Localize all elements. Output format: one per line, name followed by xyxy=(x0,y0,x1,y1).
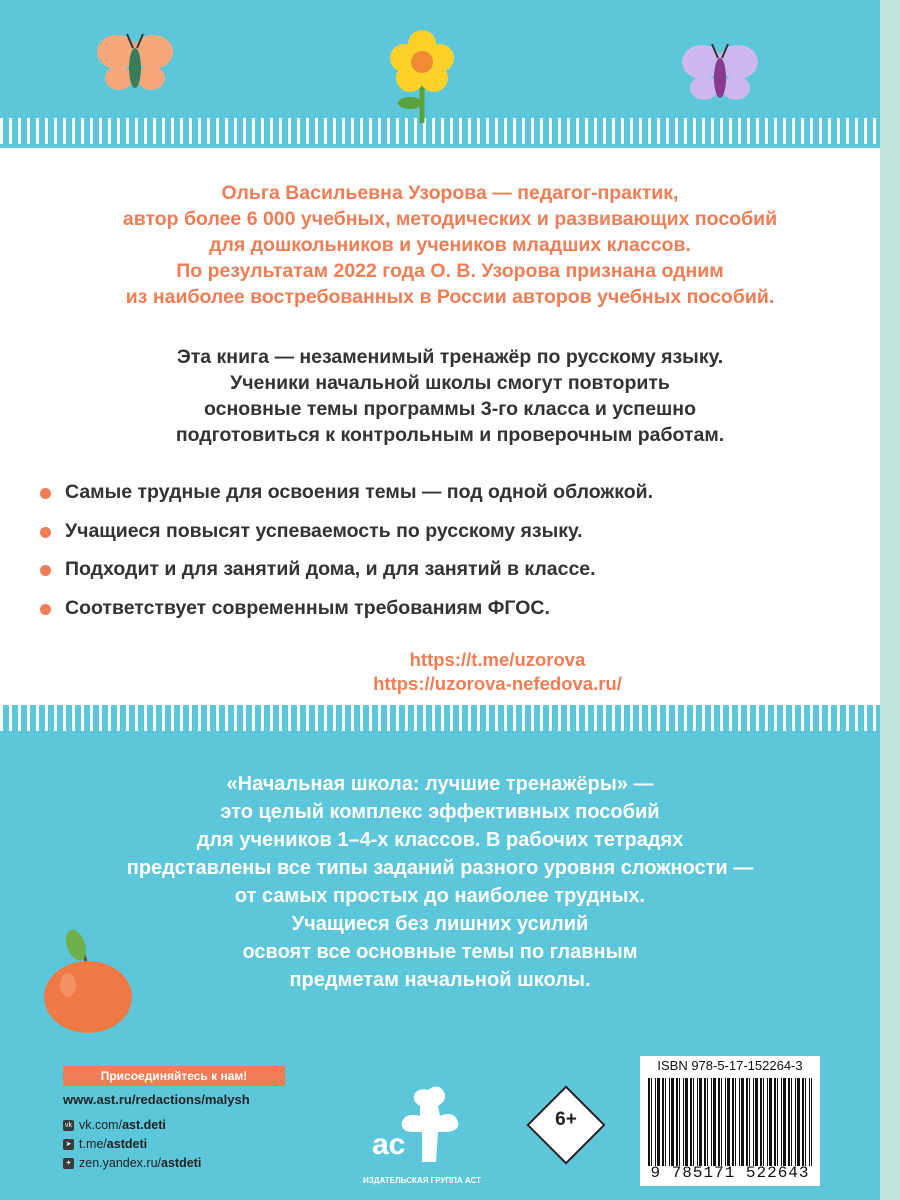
author-line: для дошкольников и учеников младших классов. xyxy=(209,234,691,256)
bullet-dot-icon xyxy=(40,527,51,538)
series-line: от самых простых до наиболее трудных. xyxy=(234,885,646,907)
svg-text:ас: ас xyxy=(372,1128,406,1161)
apple-icon xyxy=(38,925,138,1035)
publisher-website[interactable]: www.ast.ru/redactions/malysh xyxy=(63,1092,250,1107)
list-item xyxy=(40,519,860,544)
author-line: Ольга Васильевна Узорова — педагог-практик, xyxy=(221,182,679,204)
vk-link[interactable] xyxy=(63,1118,166,1132)
list-item xyxy=(40,480,860,505)
zen-prefix: zen.yandex.ru/ xyxy=(79,1156,161,1170)
isbn-label: ISBN 978-5-17-152264-3 xyxy=(657,1058,803,1073)
book-line: основные темы программы 3-го класса и успешно xyxy=(203,398,697,420)
vk-prefix: vk.com/ xyxy=(79,1118,123,1132)
series-line: Учащиеся без лишних усилий xyxy=(291,913,589,935)
zen-name: astdeti xyxy=(161,1156,202,1170)
telegram-link[interactable]: https://t.me/uzorova xyxy=(409,649,586,670)
vk-icon: vk xyxy=(65,1121,72,1129)
isbn-barcode-box xyxy=(640,1056,820,1186)
list-item-text: Соответствует современным требованиям ФГОС. xyxy=(65,596,550,619)
list-item-text: Самые трудные для освоения темы — под одной обложкой. xyxy=(65,481,654,503)
join-us-banner: Присоединяйтесь к нам! xyxy=(63,1066,285,1086)
list-item xyxy=(40,596,860,621)
author-links xyxy=(0,648,900,696)
author-line: из наиболее востребованных в России авторов учебных пособий. xyxy=(125,286,775,308)
telegram-icon: ➤ xyxy=(63,1139,74,1150)
bullet-dot-icon xyxy=(40,565,51,576)
telegram-social-link[interactable] xyxy=(63,1137,147,1151)
barcode-digits: 9 785171 522643 xyxy=(650,1164,810,1182)
barcode-icon xyxy=(648,1078,812,1166)
book-description xyxy=(0,344,900,448)
publisher-caption: ИЗДАТЕЛЬСКАЯ ГРУППА АСТ xyxy=(363,1176,481,1185)
series-line: «Начальная школа: лучшие тренажёры» — xyxy=(226,773,654,795)
bullet-dot-icon xyxy=(40,488,51,499)
butterfly-purple-icon xyxy=(680,40,760,110)
zen-link[interactable] xyxy=(63,1156,201,1170)
website-link[interactable]: https://uzorova-nefedova.ru/ xyxy=(373,673,622,694)
vk-name: ast.deti xyxy=(122,1118,166,1132)
bullet-dot-icon xyxy=(40,604,51,615)
book-line: подготовиться к контрольным и проверочным работам. xyxy=(175,424,725,446)
zen-icon: ✦ xyxy=(63,1158,74,1169)
book-line: Эта книга — незаменимый тренажёр по русскому языку. xyxy=(176,346,724,368)
butterfly-orange-icon xyxy=(95,30,175,100)
list-item-text: Учащиеся повысят успеваемость по русскому языку. xyxy=(65,519,583,542)
flower-icon xyxy=(382,28,462,123)
author-description xyxy=(0,180,900,310)
author-line: автор более 6 000 учебных, методических и развивающих пособий xyxy=(122,208,778,230)
series-line: для учеников 1–4-х классов. В рабочих тетрадях xyxy=(196,829,684,851)
series-line: предметам начальной школы. xyxy=(289,969,591,991)
series-line: это целый комплекс эффективных пособий xyxy=(220,801,660,823)
list-item-text: Подходит и для занятий дома, и для занятий в классе. xyxy=(65,558,596,580)
stripe-border-bottom xyxy=(0,705,880,731)
tg-name: astdeti xyxy=(106,1137,148,1151)
age-rating-text: 6+ xyxy=(555,1109,577,1130)
series-line: освоят все основные темы по главным xyxy=(242,941,638,963)
ast-logo-icon xyxy=(370,1080,475,1170)
tg-prefix: t.me/ xyxy=(79,1137,107,1151)
book-line: Ученики начальной школы смогут повторить xyxy=(230,372,670,394)
series-line: представлены все типы заданий разного уровня сложности — xyxy=(126,857,754,879)
feature-list xyxy=(40,480,860,634)
author-line: По результатам 2022 года О. В. Узорова признана одним xyxy=(176,260,724,282)
list-item xyxy=(40,557,860,582)
